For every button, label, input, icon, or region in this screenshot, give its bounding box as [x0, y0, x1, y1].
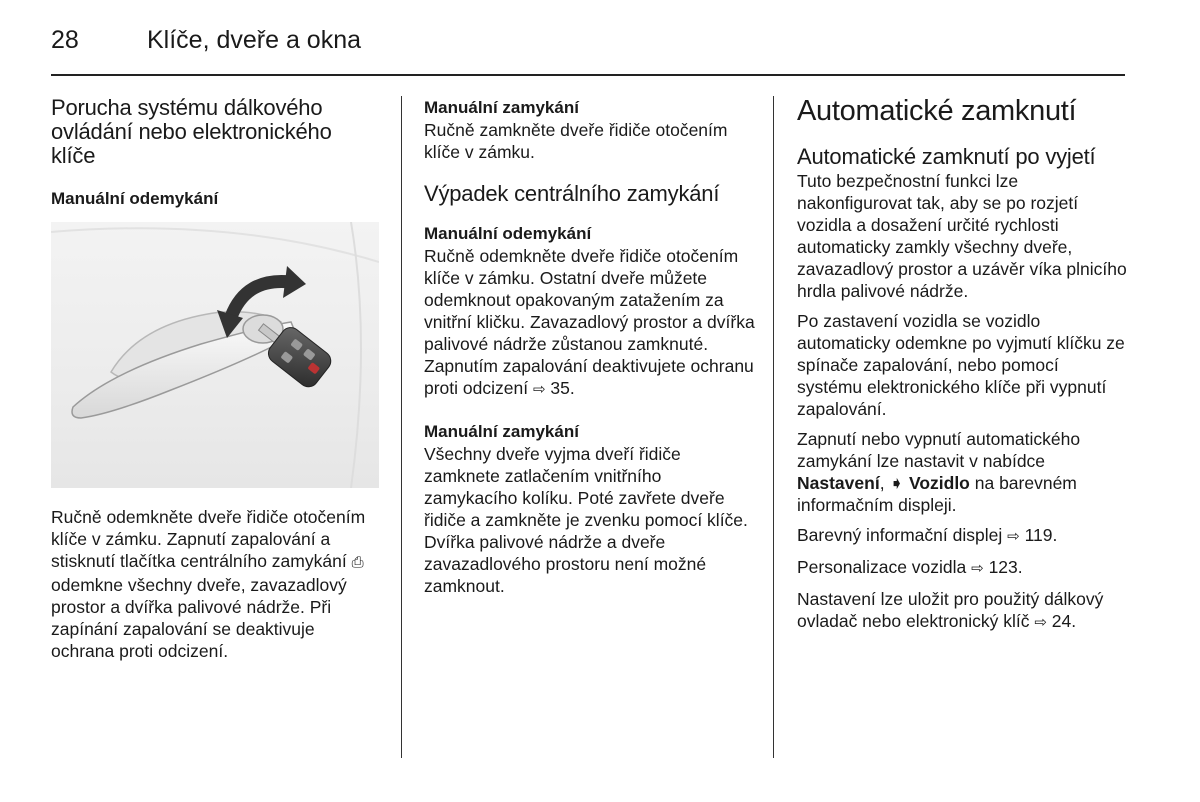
page-reference-icon: ⇨	[532, 381, 546, 398]
paragraph-manual-unlock-2: Ručně odemkněte dveře řidiče otočením klíče v zámku. Ostatní dveře můžete odemknout opakovaným zatažením za vnitřní kličku. Zavazadlový prostor a dvířka palivové nádrže zůstanou zamknuté. Zapnutím zapalování deaktivujete ochranu proti odcizení ⇨ 35.	[424, 245, 758, 401]
paragraph-manual-lock: Ručně zamkněte dveře řidiče otočením klíče v zámku.	[424, 120, 728, 162]
paragraph-ref-color-display: Barevný informační displej ⇨ 119.	[797, 524, 1127, 548]
section-heading-central-lock-failure: Výpadek centrálního zamykání	[424, 181, 720, 206]
paragraph-auto-lock-1: Tuto bezpečnostní funkci lze nakonfigurovat tak, aby se po rozjetí vozidla a dosažení určité rychlosti automaticky zamkly všechny dveře, zavazadlový prostor a uzávěr víka plnicího hrdla palivové nádrže.	[797, 171, 1127, 301]
subheading-manual-unlock-2: Manuální odemykání	[424, 224, 592, 243]
column-divider-2	[773, 96, 774, 758]
page-reference-icon: ⇨	[1007, 528, 1020, 545]
subheading-manual-lock-2: Manuální zamykání	[424, 422, 579, 441]
subheading-manual-unlock: Manuální odemykání	[51, 189, 219, 208]
page-ref-35: 35.	[550, 378, 575, 398]
paragraph-manual-lock-2: Všechny dveře vyjma dveří řidiče zamknete zatlačením vnitřního zamykacího kolíku. Poté zavřete dveře řidiče a zamkněte je zvenku pomocí klíče. Dvířka palivové nádrže a dveře zavazadlového prostoru není možné zamknout.	[424, 444, 748, 596]
paragraph-ref-key: Nastavení lze uložit pro použitý dálkový ovladač nebo elektronický klíč ⇨ 24.	[797, 588, 1127, 634]
paragraph-auto-lock-2: Po zastavení vozidla se vozidlo automaticky odemkne po vyjmutí klíčku ze spínače zapalování, nebo pomocí systému elektronického klíče při vypnutí zapalování.	[797, 311, 1125, 419]
subheading-manual-lock: Manuální zamykání	[424, 98, 579, 117]
page-number: 28	[51, 26, 79, 54]
chapter-title: Klíče, dveře a okna	[147, 26, 362, 54]
menu-settings: Nastavení	[797, 473, 880, 493]
menu-vehicle: Vozidlo	[904, 473, 970, 493]
section-heading-auto-lock: Automatické zamknutí	[797, 95, 1077, 127]
page-reference-icon: ⇨	[971, 560, 984, 577]
lock-icon: ⎙	[351, 554, 364, 571]
paragraph-auto-lock-3: Zapnutí nebo vypnutí automatického zamykání lze nastavit v nabídce Nastavení, ➧ Vozidlo na barevném informačním displeji.	[797, 429, 1081, 515]
header-divider	[51, 74, 1125, 76]
door-handle-illustration	[51, 222, 379, 488]
paragraph-manual-unlock: Ručně odemkněte dveře řidiče otočením klíče v zámku. Zapnutí zapalování a stisknutí tlačítka centrálního zamykání ⎙ odemkne všechny dveře, zavazadlový prostor a dvířka palivové nádrže. Při zapínání zapalování se deaktivuje ochrana proti odcizení.	[51, 507, 366, 661]
column-divider-1	[401, 96, 402, 758]
menu-arrow-icon: ➧	[889, 473, 905, 493]
column-3	[797, 94, 1127, 634]
paragraph-ref-personalization: Personalizace vozidla ⇨ 123.	[797, 556, 1127, 580]
subheading-auto-lock-drive: Automatické zamknutí po vyjetí	[797, 144, 1096, 169]
page-reference-icon: ⇨	[1034, 614, 1047, 631]
column-2	[424, 97, 758, 597]
column-1	[51, 96, 381, 662]
section-heading: Porucha systému dálkového ovládání nebo elektronického klíče	[51, 95, 332, 168]
